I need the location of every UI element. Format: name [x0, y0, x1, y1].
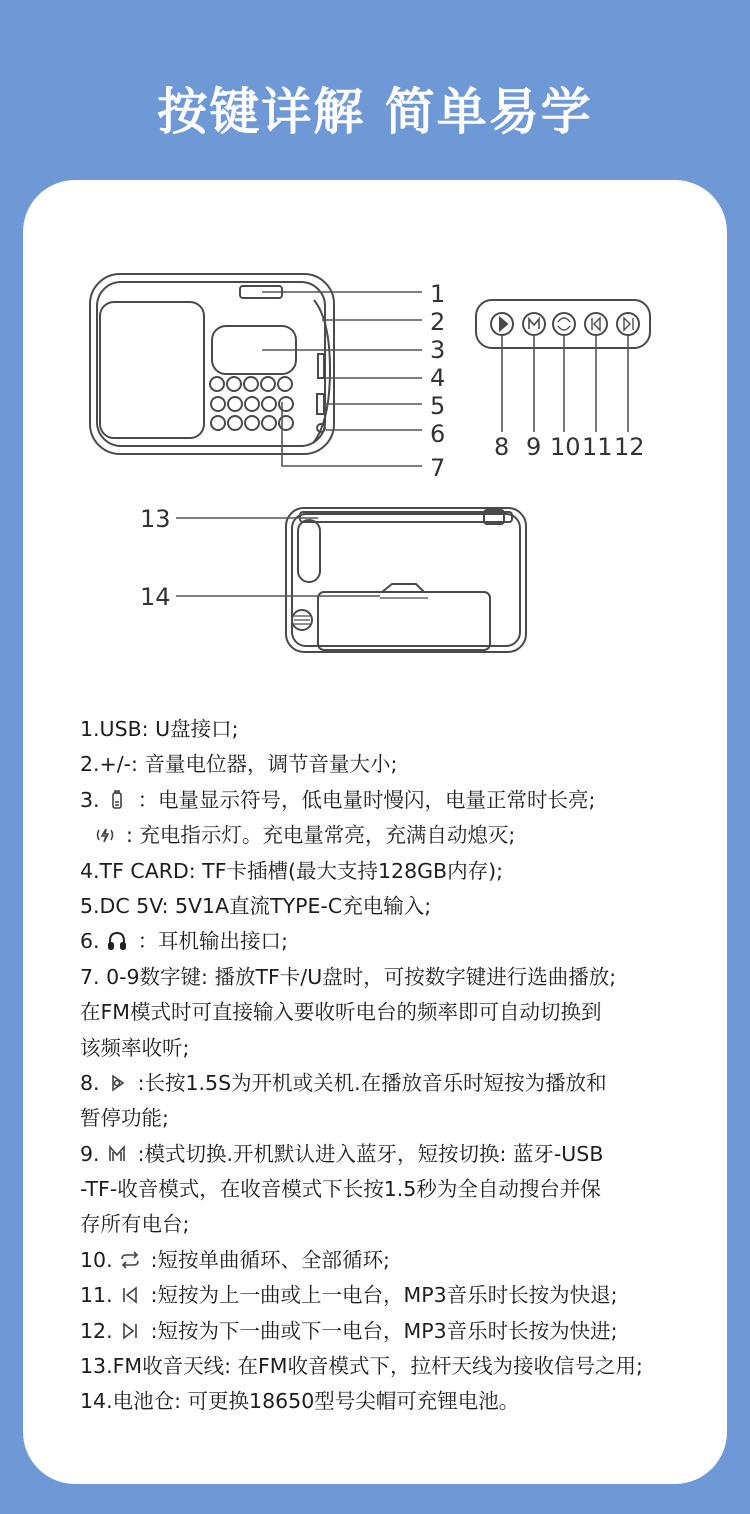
description-line	[80, 924, 720, 959]
callout-1: 1	[430, 280, 446, 308]
description-text: 5.DC 5V: 5V1A直流TYPE-C充电输入;	[80, 893, 432, 918]
description-text: :短按为下一曲或下一电台，MP3音乐时长按为快进;	[150, 1318, 618, 1343]
description-line	[80, 712, 720, 747]
callout-4: 4	[430, 364, 446, 392]
callout-9: 9	[526, 433, 542, 461]
description-text: 10.	[80, 1247, 113, 1272]
product-diagram	[0, 0, 750, 700]
description-line	[80, 1066, 720, 1101]
description-text: 13.FM收音天线: 在FM收音模式下，拉杆天线为接收信号之用;	[80, 1354, 643, 1379]
radio-front-view	[90, 274, 334, 454]
description-list	[80, 712, 720, 1420]
description-text: 暂停功能;	[80, 1106, 169, 1131]
description-text: 11.	[80, 1283, 113, 1308]
callout-13: 13	[140, 505, 171, 533]
callout-5: 5	[430, 392, 446, 420]
description-text: 9.	[80, 1141, 100, 1166]
page-title: 按键详解 简单易学	[157, 83, 593, 141]
description-line	[80, 960, 720, 995]
description-text: 3.	[80, 787, 100, 812]
callout-12: 12	[614, 433, 645, 461]
mode-icon	[106, 1141, 132, 1163]
description-line	[80, 818, 720, 853]
description-text: :短按为上一曲或上一电台，MP3音乐时长按为快退;	[150, 1283, 618, 1308]
callout-14: 14	[140, 583, 171, 611]
battery-icon	[106, 787, 132, 809]
description-text: ：电量显示符号，低电量时慢闪，电量正常时长亮;	[137, 787, 596, 812]
previous-icon	[119, 1282, 145, 1304]
description-text: 在FM模式时可直接输入要收听电台的频率即可自动切换到	[80, 1000, 602, 1025]
description-line	[80, 1172, 720, 1207]
description-text: 1.USB: U盘接口;	[80, 717, 239, 741]
description-text: 4.TF CARD: TF卡插槽(最大支持128GB内存);	[80, 858, 503, 883]
description-text: :长按1.5S为开机或关机.在播放音乐时短按为播放和	[137, 1070, 607, 1095]
callout-10: 10	[550, 433, 581, 461]
description-text: 7. 0-9数字键: 播放TF卡/U盘时，可按数字键进行选曲播放;	[80, 964, 617, 989]
description-line	[80, 1314, 720, 1349]
description-text: 14.电池仓: 可更换18650型号尖帽可充锂电池。	[80, 1389, 520, 1414]
headphone-icon	[106, 928, 132, 950]
description-line	[80, 1101, 720, 1136]
description-line	[80, 1031, 720, 1066]
repeat-icon	[119, 1247, 145, 1269]
description-text: -TF-收音模式，在收音模式下长按1.5秒为全自动搜台并保	[80, 1177, 601, 1202]
description-line	[80, 889, 720, 924]
callout-2: 2	[430, 308, 446, 336]
description-text: 8.	[80, 1070, 100, 1095]
description-text: :短按单曲循环、全部循环;	[150, 1247, 390, 1272]
description-text: ：耳机输出接口;	[137, 929, 288, 954]
callout-8: 8	[494, 433, 510, 461]
description-line	[80, 995, 720, 1030]
callout-6: 6	[430, 420, 446, 448]
description-text: 存所有电台;	[80, 1212, 190, 1237]
description-line	[80, 747, 720, 782]
description-line	[80, 1207, 720, 1242]
description-text: 该频率收听;	[80, 1035, 190, 1060]
description-line	[80, 1384, 720, 1419]
description-line	[80, 783, 720, 818]
callout-7: 7	[430, 454, 446, 482]
radio-back-view	[286, 508, 526, 652]
description-line	[80, 1349, 720, 1384]
description-line	[80, 1278, 720, 1313]
next-icon	[119, 1318, 145, 1340]
description-text: 6.	[80, 929, 100, 954]
charging-icon	[94, 822, 120, 844]
description-text: 2.+/-: 音量电位器，调节音量大小;	[80, 752, 398, 777]
description-line	[80, 854, 720, 889]
description-line	[80, 1137, 720, 1172]
callout-11: 11	[582, 433, 613, 461]
description-text: :模式切换.开机默认进入蓝牙，短按切换: 蓝牙-USB	[137, 1141, 604, 1166]
description-text: 12.	[80, 1318, 113, 1343]
description-text: : 充电指示灯。充电量常亮，充满自动熄灭;	[126, 823, 516, 848]
description-line	[80, 1243, 720, 1278]
power-play-icon	[106, 1070, 132, 1092]
callout-3: 3	[430, 336, 446, 364]
